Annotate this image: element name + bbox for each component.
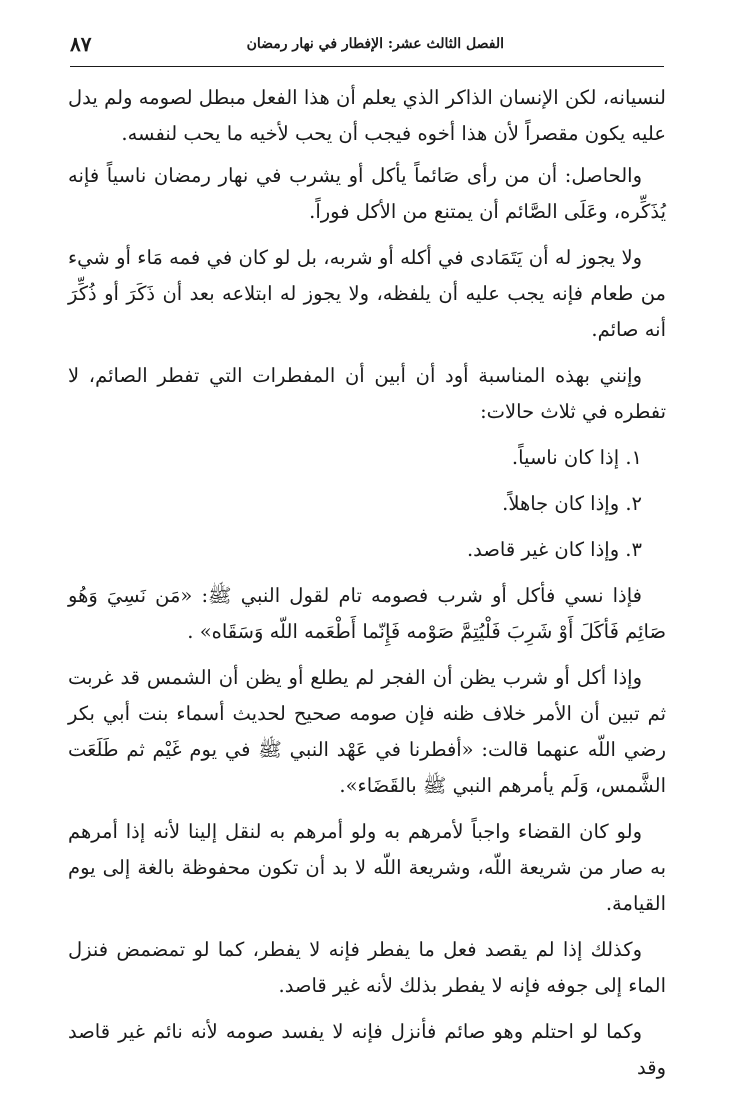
paragraph: ولا يجوز له أن يَتَمَادى في أكله أو شربه، بل لو كان في فمه مَاء أو شيء من طعام فإنه يجب عليه أن يلفظه، ولا يجوز له ابتلاعه بعد أن ذَكَرَ أو ذُكِّرَ أنه صائم. <box>68 246 666 341</box>
running-title: الفصل الثالث عشر: الإفطار في نهار رمضان <box>246 36 504 52</box>
list-item: ٢. وإذا كان جاهلاً. <box>502 492 642 515</box>
paragraph: فإذا نسي فأكل أو شرب فصومه تام لقول النبي ﷺ: «مَن نَسِيَ وَهُو صَائِم فَأكَلَ أَوْ شَرِبَ فَلْيُتِمَّ صَوْمه فَإِنّما أَطْعَمه اللّه وَسَقَاه» . <box>68 584 666 643</box>
body-text <box>68 80 666 1096</box>
paragraph: وإذا أكل أو شرب يظن أن الفجر لم يطلع أو يظن أن الشمس قد غربت ثم تبين أن الأمر خلاف ظنه فإن صومه صحيح لحديث أسماء بنت أبي بكر رضي اللّه عنهما قالت: «أفطرنا في عَهْد النبي ﷺ في يوم غَيْم ثم طَلَعَت الشَّمس، وَلَم يأمرهم النبي ﷺ بالقَضَاء». <box>68 666 666 797</box>
paragraph: لنسيانه، لكن الإنسان الذاكر الذي يعلم أن هذا الفعل مبطل لصومه ولم يدل عليه يكون مقصراً لأن هذا أخوه فيجب أن يحب لأخيه ما يحب لنفسه. <box>68 86 666 145</box>
page-header <box>70 26 664 66</box>
header-rule <box>70 66 664 67</box>
paragraph: وكما لو احتلم وهو صائم فأنزل فإنه لا يفسد صومه لأنه نائم غير قاصد وقد <box>68 1020 666 1079</box>
list-item: ٣. وإذا كان غير قاصد. <box>466 538 642 561</box>
paragraph: ولو كان القضاء واجباً لأمرهم به ولو أمرهم به لنقل إلينا لأنه إذا أمرهم به صار من شريعة اللّه، وشريعة اللّه لا بد أن تكون محفوظة بالغة إلى يوم القيامة. <box>68 820 666 915</box>
paragraph: وكذلك إذا لم يقصد فعل ما يفطر فإنه لا يفطر، كما لو تمضمض فنزل الماء إلى جوفه فإنه لا يفطر بذلك لأنه غير قاصد. <box>68 938 666 997</box>
paragraph: والحاصل: أن من رأى صَائماً يأكل أو يشرب في نهار رمضان ناسياً فإنه يُذَكِّره، وعَلَى الصَّائم أن يمتنع من الأكل فوراً. <box>68 164 666 223</box>
list-item: ١. إذا كان ناسياً. <box>511 446 642 469</box>
paragraph: وإنني بهذه المناسبة أود أن أبين أن المفطرات التي تفطر الصائم، لا تفطره في ثلاث حالات: <box>68 364 666 423</box>
page-number: ٨٧ <box>70 32 92 56</box>
